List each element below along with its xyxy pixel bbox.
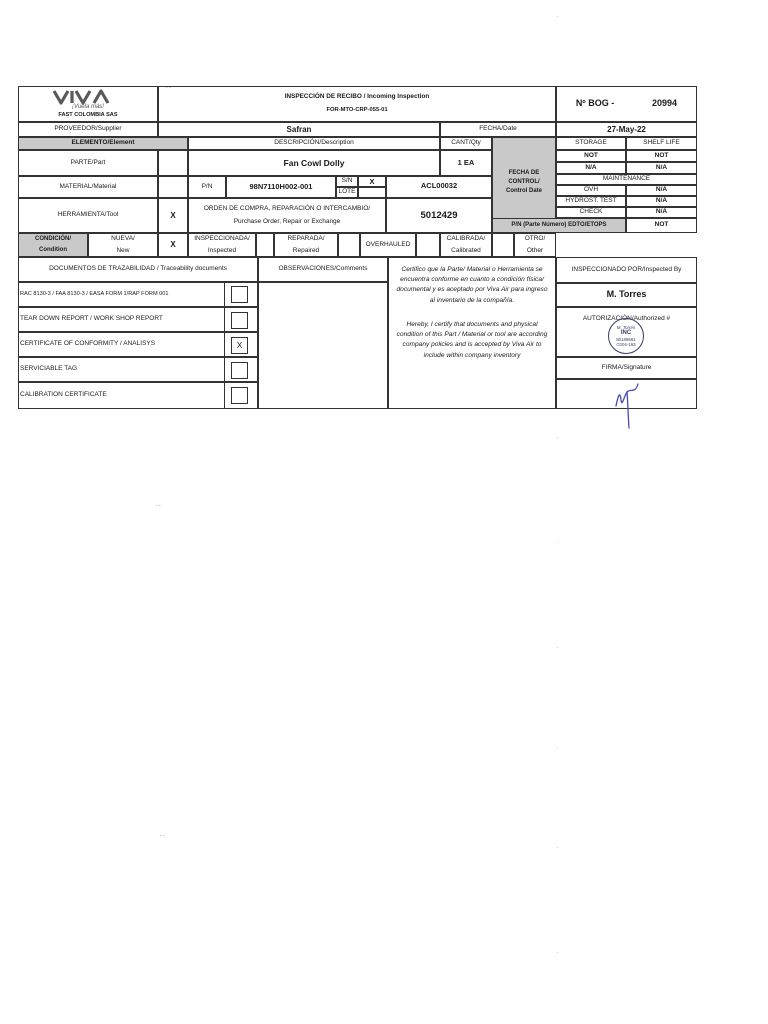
control-date-line1: FECHA DE — [508, 169, 540, 176]
scan-speck: - - — [160, 833, 165, 839]
part-description: Fan Cowl Dolly — [188, 150, 440, 176]
form-number — [556, 86, 697, 122]
qty-label: CANT/Qty — [440, 137, 492, 150]
certification-english: Hereby, I certify that documents and physical condition of this Part / Material or tool are according company policies and is accepted by Viva Air to include within company inventory — [396, 320, 548, 359]
checkbox-form1[interactable] — [231, 286, 248, 303]
sn-value: X — [358, 176, 386, 187]
scan-speck: · — [557, 845, 559, 851]
element-label: ELEMENTO/Element — [18, 137, 188, 150]
checkbox-tag[interactable] — [231, 362, 248, 379]
form-number-label: Nº BOG - — [575, 98, 615, 109]
logo-cell — [18, 86, 158, 122]
condition-other — [514, 233, 556, 257]
condition-repaired-mark — [338, 233, 360, 257]
ovh-value: N/A — [626, 185, 697, 196]
checkbox-calibration[interactable] — [231, 387, 248, 404]
scan-speck: · — [557, 745, 559, 751]
condition-label-line2: Condition — [39, 246, 67, 253]
purchase-order-line2: Purchase Order, Repair or Exchange — [233, 217, 341, 225]
storage-value-1: NOT — [556, 150, 626, 162]
condition-inspected-line1: INSPECCIONADA/ — [194, 235, 250, 243]
maintenance-label: MAINTENANCE — [556, 174, 697, 185]
check-value: N/A — [626, 207, 697, 218]
condition-new-mark: X — [158, 233, 188, 257]
stamp-id: 80188561 — [616, 336, 636, 342]
part-mark-cell — [158, 150, 188, 176]
tool-label: HERRAMIENTA/Tool — [18, 198, 158, 233]
stamp-code: INC — [620, 330, 632, 337]
form-title — [158, 86, 556, 122]
purchase-order-value: 5012429 — [386, 198, 492, 233]
condition-overhauled: OVERHAULED — [360, 233, 416, 257]
pn-edto-label: P/N (Parte Número) EDTO/ETOPS — [492, 218, 626, 233]
condition-other-line1: OTRO/ — [524, 235, 546, 243]
description-label: DESCRIPCIÓN/Description — [188, 137, 440, 150]
scan-speck: · — [557, 950, 559, 956]
condition-new-line2: New — [116, 246, 130, 254]
check-label: CHECK — [556, 207, 626, 218]
pn-label: P/N — [188, 176, 226, 198]
observations-header: OBSERVACIONES/Comments — [258, 257, 388, 282]
signature-label: FIRMA/Signature — [556, 357, 697, 379]
certification-box — [388, 257, 556, 409]
condition-repaired-line2: Repaired — [292, 246, 320, 254]
condition-repaired — [274, 233, 338, 257]
tool-mark: X — [158, 198, 188, 233]
scan-speck: · — [557, 540, 559, 546]
form-title-main: INSPECCIÓN DE RECIBO / Incoming Inspection — [284, 93, 430, 101]
document-label-conformity: CERTIFICATE OF CONFORMITY / ANALISYS — [20, 340, 156, 348]
condition-overhauled-mark — [416, 233, 440, 257]
stamp-number: C004-163 — [616, 341, 636, 347]
document-label-tag: SERVICIABLE TAG — [20, 365, 78, 373]
part-label: PARTE/Part — [18, 150, 158, 176]
part-qty: 1 EA — [440, 150, 492, 176]
purchase-order-line1: ORDEN DE COMPRA, REPARACIÓN O INTERCAMBIO/ — [203, 205, 371, 213]
storage-value-2: N/A — [556, 162, 626, 174]
purchase-order-label — [188, 198, 386, 233]
checkbox-teardown[interactable] — [231, 312, 248, 329]
storage-label: STORAGE — [556, 137, 626, 150]
control-date-label — [492, 137, 556, 227]
condition-other-line2: Other — [526, 246, 544, 254]
checkbox-conformity[interactable]: X — [231, 337, 248, 354]
stamp-name: M. Torres — [616, 324, 636, 330]
shelf-value-1: NOT — [626, 150, 697, 162]
supplier-label: PROVEEDOR/Supplier — [18, 122, 158, 137]
form-number-value: 20994 — [652, 98, 678, 109]
documents-header: DOCUMENTOS DE TRAZABILIDAD / Traceability documents — [18, 257, 258, 282]
form-code: FOR-MTO-CRP-055-01 — [326, 107, 388, 114]
supplier-value: Safran — [158, 122, 440, 137]
condition-calibrated-mark — [492, 233, 514, 257]
scan-speck: · — [557, 435, 559, 441]
date-value: 27-May-22 — [556, 122, 697, 137]
pn-value: 98N7110H002-001 — [226, 176, 336, 198]
signature-icon — [608, 374, 648, 430]
inspector-stamp — [608, 318, 644, 354]
condition-label-line1: CONDICIÓN/ — [35, 236, 71, 242]
document-label-teardown: TEAR DOWN REPORT / WORK SHOP REPORT — [20, 315, 163, 323]
scan-speck: · — [557, 645, 559, 651]
material-label: MATERIAL/Material — [18, 176, 158, 198]
logo-tagline: ¡Vuela más! — [72, 103, 104, 110]
condition-inspected-mark — [256, 233, 274, 257]
condition-calibrated-line1: CALIBRADA/ — [446, 235, 486, 243]
scan-speck: - - — [156, 503, 161, 509]
condition-new-line1: NUEVA/ — [111, 235, 135, 243]
company-name: FAST COLOMBIA SAS — [58, 112, 118, 119]
control-date-line2: CONTROL/ — [508, 178, 540, 185]
inspected-by-label: INSPECCIONADO POR/Inspected By — [556, 257, 697, 283]
hydrost-test-value: N/A — [626, 196, 697, 207]
condition-new — [88, 233, 158, 257]
lote-value: ACL00032 — [386, 176, 492, 198]
observations-box — [258, 282, 388, 409]
sn-label: S/N — [336, 176, 358, 187]
condition-repaired-line1: REPARADA/ — [287, 235, 325, 243]
condition-calibrated-line2: Calibrated — [451, 246, 481, 254]
condition-inspected-line2: Inspected — [207, 246, 237, 254]
control-date-line3: Control Date — [506, 187, 542, 194]
material-mark-cell — [158, 176, 188, 198]
pn-edto-value: NOT — [626, 218, 697, 233]
ovh-label: OVH — [556, 185, 626, 196]
shelf-life-label: SHELF LIFE — [626, 137, 697, 150]
viva-logo-icon — [51, 89, 125, 105]
shelf-value-2: N/A — [626, 162, 697, 174]
lote-blank — [358, 187, 386, 198]
lote-label: LOTE — [336, 187, 358, 198]
document-label-form1: RAC 8130-3 / FAA 8130-3 / EASA FORM 1/RAP FORM 001 — [20, 291, 169, 297]
condition-inspected — [188, 233, 256, 257]
document-label-calibration: CALIBRATION CERTIFICATE — [20, 391, 107, 399]
date-label: FECHA/Date — [440, 122, 556, 137]
scan-speck: - - — [166, 85, 171, 91]
condition-calibrated — [440, 233, 492, 257]
inspection-form — [18, 86, 697, 409]
condition-label — [18, 233, 88, 257]
inspector-name: M. Torres — [556, 283, 697, 307]
hydrost-test-label: HYDROST. TEST — [556, 196, 626, 207]
certification-spanish: Certifico que la Parte/ Material o Herramienta se encuentra conforme en cuanto a condición física/ documental y es aceptado por Viva Air para ingreso al inventario de la compañía. — [396, 266, 548, 304]
scan-speck: · — [557, 14, 559, 20]
authorization-label: AUTORIZACIÓN/Authorized # — [582, 315, 671, 322]
